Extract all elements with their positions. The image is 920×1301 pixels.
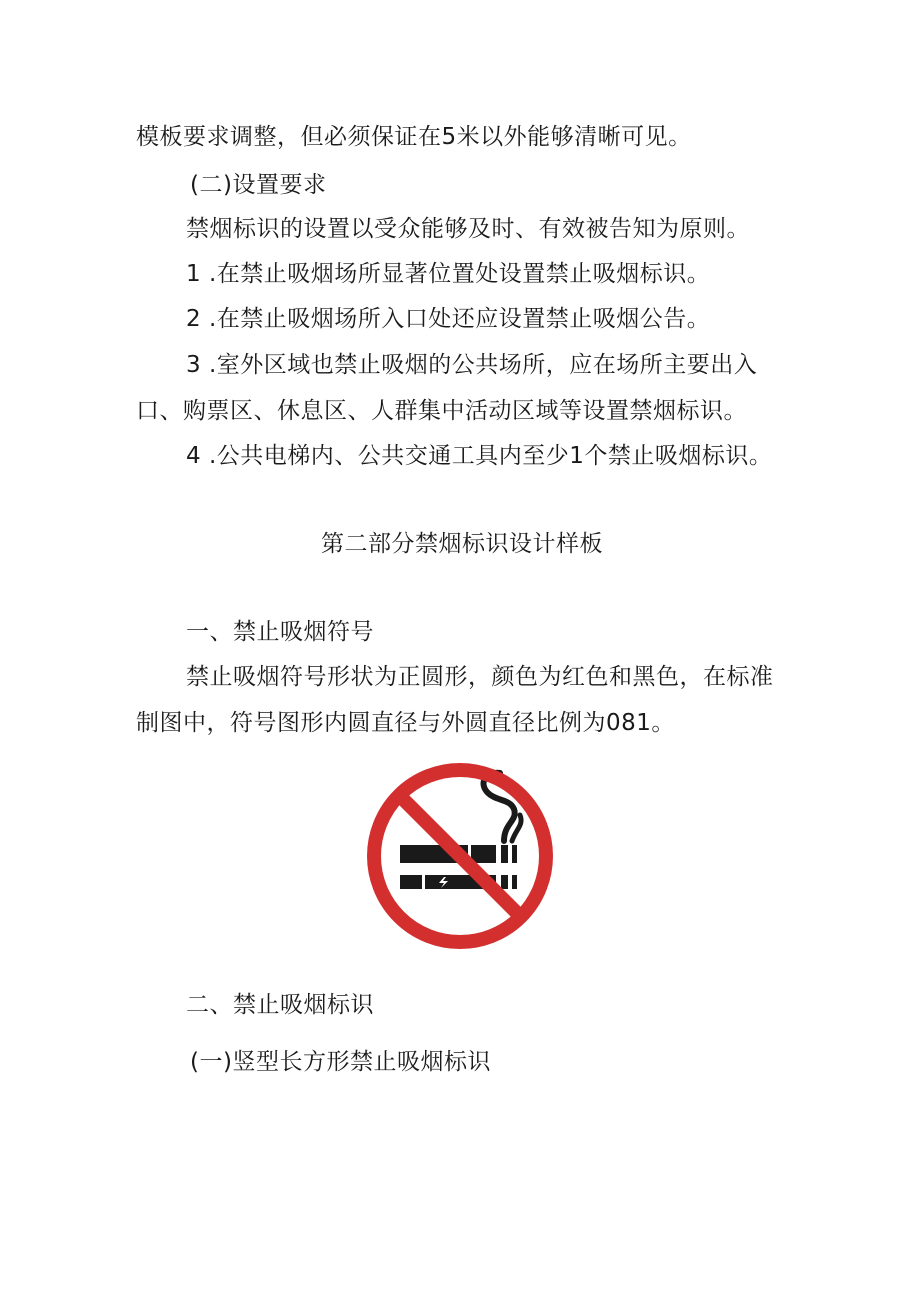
list-item: 4 .公共电梯内、公共交通工具内至少1个禁止吸烟标识。: [186, 443, 773, 469]
list-item: 3 .室外区域也禁止吸烟的公共场所，应在场所主要出入: [186, 352, 758, 378]
paragraph-line: 禁烟标识的设置以受众能够及时、有效被告知为原则。: [186, 216, 750, 242]
paragraph-line: 制图中，符号图形内圆直径与外圆直径比例为081。: [136, 710, 675, 736]
section-heading-signage: 二、禁止吸烟标识: [186, 992, 374, 1018]
section-heading-symbol: 一、禁止吸烟符号: [186, 619, 374, 645]
part-title: 第二部分禁烟标识设计样板: [321, 531, 603, 557]
paragraph-line: 模板要求调整，但必须保证在5米以外能够清晰可见。: [136, 124, 692, 150]
subsection-heading-vertical-rectangle: (一)竖型长方形禁止吸烟标识: [190, 1049, 491, 1075]
list-item: 2 .在禁止吸烟场所入口处还应设置禁止吸烟公告。: [186, 306, 711, 332]
list-item: 1 .在禁止吸烟场所显著位置处设置禁止吸烟标识。: [186, 261, 711, 287]
paragraph-line: 禁止吸烟符号形状为正圆形，颜色为红色和黑色，在标准: [186, 664, 774, 690]
list-item-continuation: 口、购票区、休息区、人群集中活动区域等设置禁烟标识。: [136, 398, 747, 424]
no-smoking-icon: [360, 763, 560, 949]
section-heading-setup-requirements: (二)设置要求: [190, 172, 327, 198]
